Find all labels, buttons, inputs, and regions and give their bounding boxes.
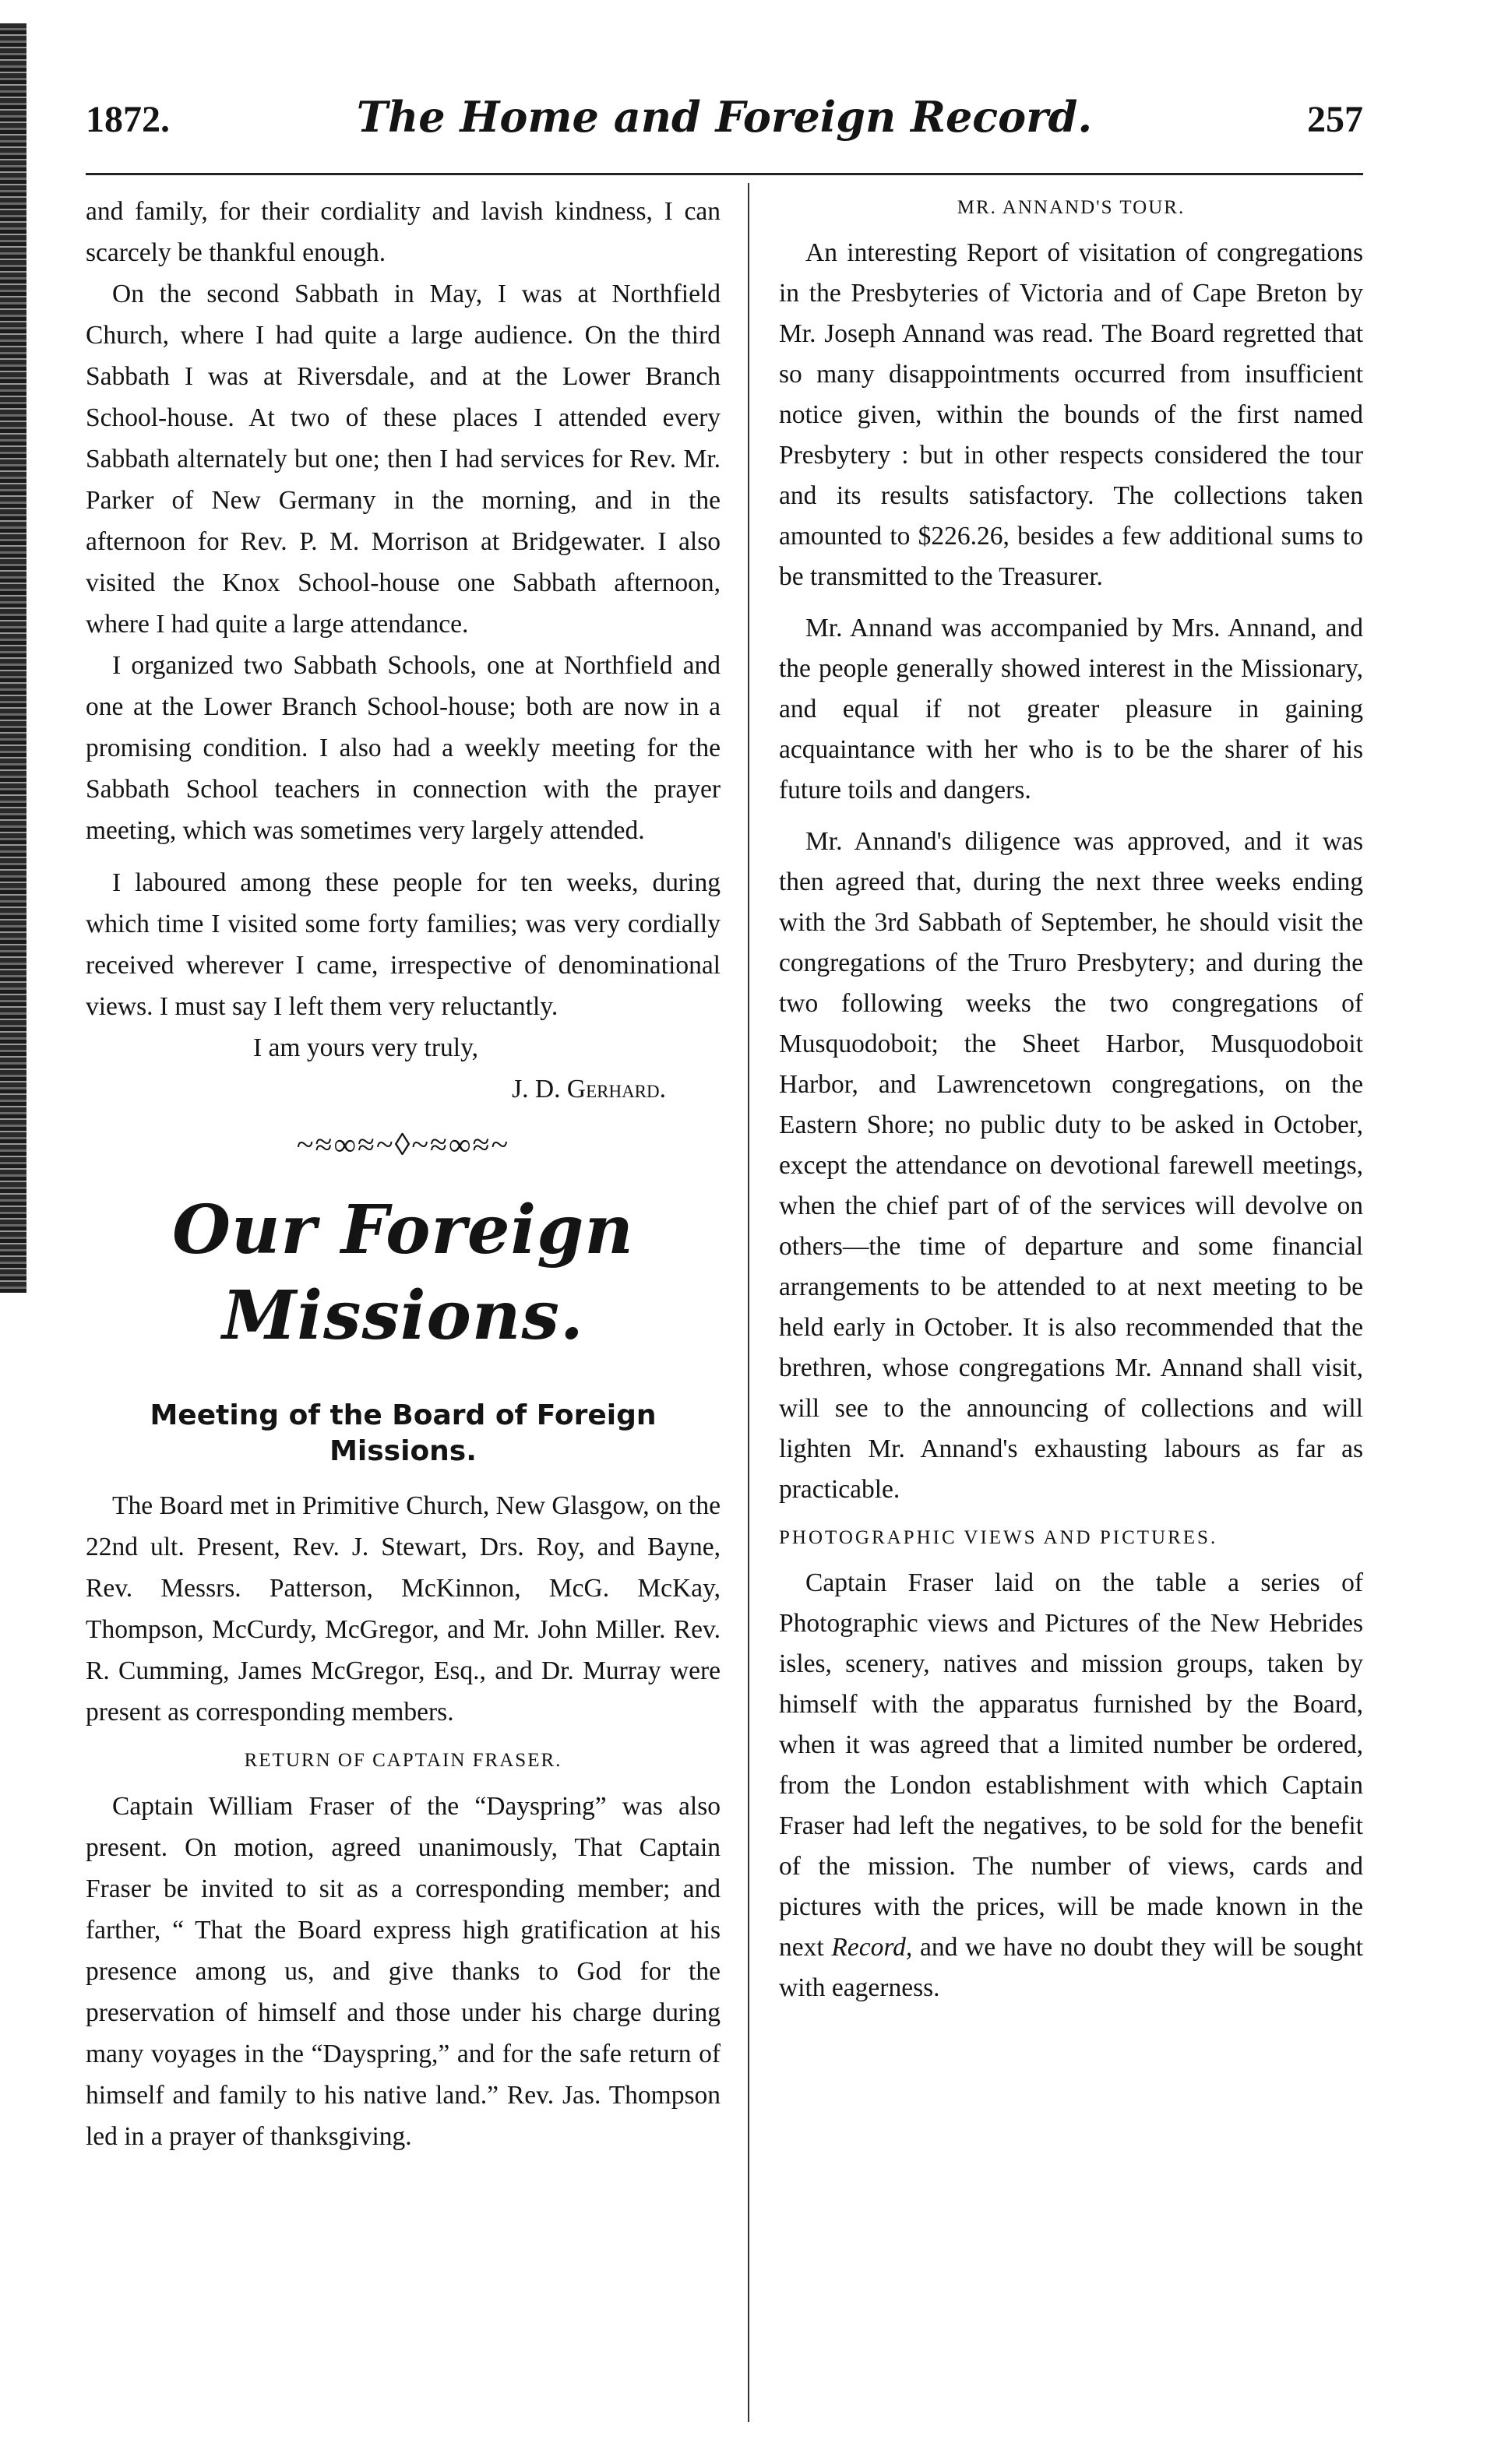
letter-paragraph: On the second Sabbath in May, I was at Northfield Church, where I had quite a large audience. On the third Sabbath I was at Riversdale, and at the Lower Branch School-house. At two of these places I attended every Sabbath alternately but one; then I had services for Rev. Mr. Parker of New Germany in the morning, and in the afternoon for Rev. P. M. Morrison at Bridgewater. I also visited the Knox School-house one Sabbath afternoon, where I had quite a large attendance.: [86, 280, 721, 639]
article-paragraph: The Board met in Primitive Church, New Glasgow, on the 22nd ult. Present, Rev. J. Stewart, Drs. Roy, and Bayne, Rev. Messrs. Patterson, McKinnon, McG. McKay, Thompson, McCurdy, McGregor, and Mr. John Miller. Rev. R. Cumming, James McGregor, Esq., and Dr. Murray were present as corresponding members.: [86, 1491, 721, 1727]
page-number: 257: [1307, 99, 1363, 140]
article-paragraph: Captain William Fraser of the “Dayspring” was also present. On motion, agreed unanimously, That Captain Fraser be invited to sit as a corresponding member; and farther, “ That the Board express high gratification at his presence among us, and give thanks to God for the preservation of himself and those under his charge during many voyages in the “Dayspring,” and for the safe return of himself and family to his native land.” Rev. Jas. Thompson led in a prayer of thanksgiving.: [86, 1792, 721, 2151]
article-title: Meeting of the Board of Foreign Missions.: [150, 1399, 657, 1467]
left-column: [86, 191, 721, 2157]
paragraph-text: and we have no doubt they will be sought with eagerness.: [779, 1933, 1363, 2002]
paragraph-text: Captain Fraser laid on the table a series of Photographic views and Pictures of the New Hebrides isles, scenery, natives and mission groups, taken by himself with the apparatus furnished by the Board, when it was agreed that a limited number be ordered, from the London establishment with which Captain Fraser had left the negatives, to be sold for the benefit of the mission. The number of views, cards and pictures with the prices, will be made known in the next: [779, 1568, 1363, 1962]
subheading: RETURN OF CAPTAIN FRASER.: [244, 1750, 562, 1771]
header-year: 1872.: [86, 99, 170, 140]
subheading: PHOTOGRAPHIC VIEWS AND PICTURES.: [779, 1527, 1218, 1548]
section-title: Our Foreign Missions.: [172, 1191, 634, 1355]
letter-paragraph: and family, for their cordiality and lavish kindness, I can scarcely be thankful enough.: [86, 197, 721, 267]
column-divider: [748, 183, 749, 2422]
record-title-italic: Record,: [831, 1933, 913, 1962]
article-paragraph: Mr. Annand was accompanied by Mrs. Annand, and the people generally showed interest in the Missionary, and equal if not greater pleasure in gaining acquaintance with her who is to be the sharer of his future toils and dangers.: [779, 614, 1363, 804]
article-paragraph: An interesting Report of visitation of congregations in the Presbyteries of Victoria and of Cape Breton by Mr. Joseph Annand was read. The Board regretted that so many disappointments occurred from insufficient notice given, within the bounds of the first named Presbytery : but in other respects considered the tour and its results satisfactory. The collections taken amounted to $226.26, besides a few additional sums to be transmitted to the Treasurer.: [779, 238, 1363, 591]
page-header: [86, 92, 1363, 154]
article-paragraph: Mr. Annand's diligence was approved, and it was then agreed that, during the next three weeks ending with the 3rd Sabbath of September, he should visit the congregations of the Truro Presbytery; and during the two following weeks the two congregations of Musquodoboit; the Sheet Harbor, Musquodoboit Harbor, and Lawrencetown congregations, on the Eastern Shore; no public duty to be asked in October, except the attendance on devotional farewell meetings, when the chief part of of the services will devolve on others—the time of departure and some financial arrangements to be attended to at next meeting to be held early in October. It is also recommended that the brethren, whose congregations Mr. Annand shall visit, will see to the announcing of collections and will lighten Mr. Annand's exhausting labours as far as practicable.: [779, 827, 1363, 1504]
ornamental-divider: ~≈∞≈~◊~≈∞≈~: [296, 1127, 510, 1162]
journal-title: The Home and Foreign Record.: [356, 92, 1093, 142]
subheading: MR. ANNAND'S TOUR.: [957, 197, 1186, 218]
letter-closing: I am yours very truly,: [253, 1033, 479, 1062]
article-paragraph: [779, 1563, 1363, 2008]
right-column: [779, 191, 1363, 2008]
letter-signature: J. D. Gerhard.: [512, 1075, 666, 1104]
letter-paragraph: I organized two Sabbath Schools, one at Northfield and one at the Lower Branch School-house; both are now in a promising condition. I also had a weekly meeting for the Sabbath School teachers in connection with the prayer meeting, which was sometimes very largely attended.: [86, 651, 721, 845]
header-rule: [86, 173, 1363, 175]
letter-paragraph: I laboured among these people for ten weeks, during which time I visited some forty families; was very cordially received wherever I came, irrespective of denominational views. I must say I left them very reluctantly.: [86, 868, 721, 1021]
page-edge-scan-border: [0, 23, 26, 1293]
